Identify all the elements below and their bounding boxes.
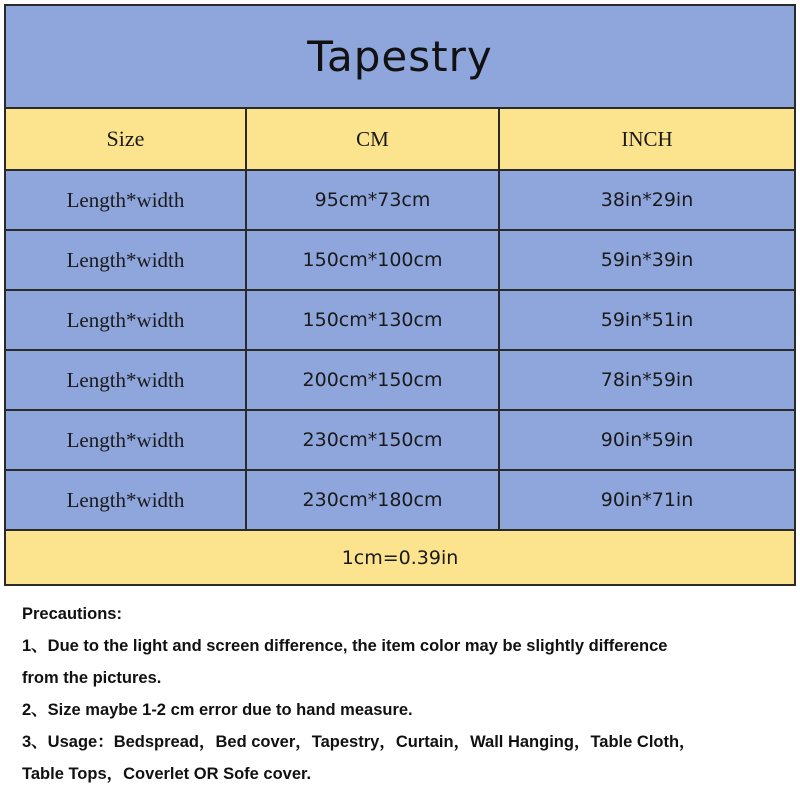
inch-cell: 38in*29in [600,189,694,211]
cm-cell: 150cm*130cm [247,291,500,349]
header-inch: INCH [621,126,673,151]
header-cm: CM [247,109,500,169]
table-row [6,411,794,471]
conversion-note: 1cm=0.39in [341,546,459,569]
precautions-heading: Precautions: [22,605,122,623]
inch-cell: 78in*59in [600,369,694,391]
cm-cell: 230cm*150cm [247,411,500,469]
size-cell: Length*width [6,411,247,469]
table-title-row [6,6,794,109]
precaution-item-3-cont: Table Tops，Coverlet OR Sofe cover. [22,765,312,783]
size-cell: Length*width [6,471,247,529]
table-row [6,471,794,531]
size-cell: Length*width [6,291,247,349]
table-header-row [6,109,794,171]
size-cell: Length*width [6,351,247,409]
inch-cell: 90in*59in [600,429,694,451]
inch-cell: 59in*39in [600,249,694,271]
table-row [6,351,794,411]
inch-cell: 59in*51in [600,309,694,331]
precaution-item-1-cont: from the pictures. [22,669,162,687]
cm-cell: 150cm*100cm [247,231,500,289]
table-row [6,291,794,351]
precaution-item-1: 1、Due to the light and screen difference, the item color may be slightly difference [22,637,668,655]
table-row [6,171,794,231]
precautions-section [22,598,792,790]
size-cell: Length*width [6,231,247,289]
inch-cell: 90in*71in [600,489,694,511]
cm-cell: 200cm*150cm [247,351,500,409]
precaution-item-2: 2、Size maybe 1-2 cm error due to hand measure. [22,701,413,719]
table-row [6,231,794,291]
cm-cell: 230cm*180cm [247,471,500,529]
size-table [4,4,796,586]
header-size: Size [6,109,247,169]
cm-cell: 95cm*73cm [247,171,500,229]
precaution-item-3: 3、Usage：Bedspread，Bed cover，Tapestry，Curtain，Wall Hanging，Table Cloth， [22,733,696,751]
size-cell: Length*width [6,171,247,229]
page-title: Tapestry [307,32,493,81]
conversion-row [6,531,794,584]
